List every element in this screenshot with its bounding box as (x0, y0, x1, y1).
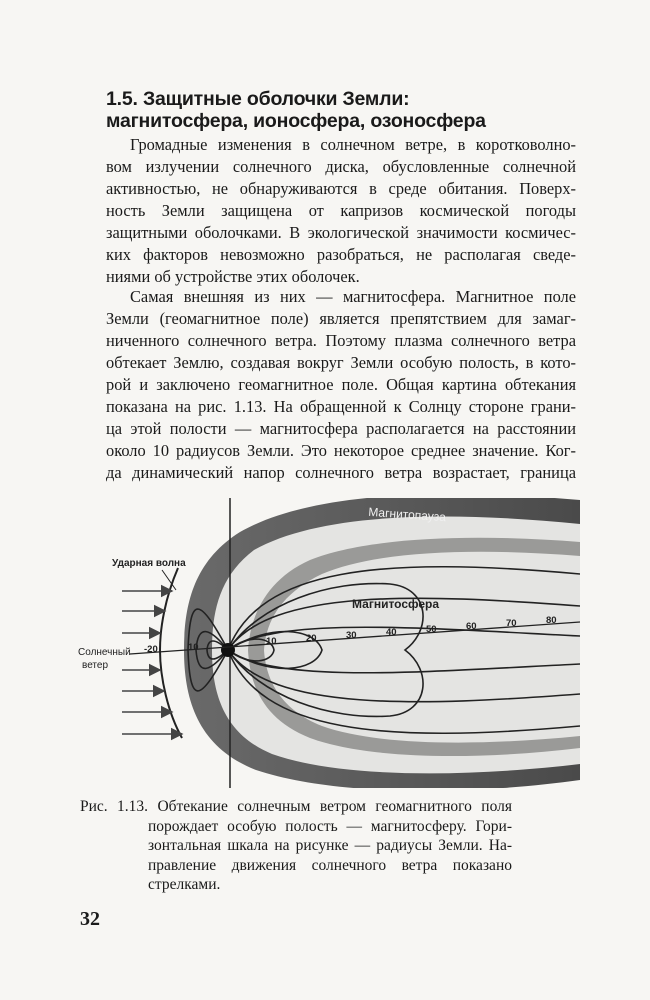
caption-line: порождает особую полость — магнитосферу. Гори- (148, 817, 512, 835)
section-heading (106, 88, 576, 132)
paragraph-line: рой и заключено геомагнитное поле. Общая картина обтекания (106, 375, 576, 394)
scale-tick-label: 70 (506, 618, 517, 629)
paragraph-line: ца этой полости — магнитосфера располагается на расстоянии (106, 419, 576, 438)
scale-tick-label: 20 (306, 633, 317, 644)
paragraph-line: ких факторов невозможно разобраться, не располагая сведе- (106, 245, 576, 264)
paragraph-line: около 10 радиусов Земли. Это некоторое среднее значение. Ког- (106, 441, 576, 460)
magnetosphere-label: Магнитосфера (352, 597, 440, 611)
caption-line: правление движения солнечного ветра показано (148, 856, 512, 874)
page-number: 32 (80, 908, 100, 930)
solar-wind-label: Солнечный (78, 647, 131, 658)
magnetosphere-figure (60, 498, 580, 788)
paragraph-line: Самая внешняя из них — магнитосфера. Магнитное поле (130, 287, 576, 306)
caption-line: зонтальная шкала на рисунке — радиусы Земли. На- (148, 837, 512, 854)
magnetopause-label: Магнитопауза (367, 504, 447, 525)
paragraph-line: показана на рис. 1.13. На обращенной к Солнцу стороне грани- (106, 397, 576, 416)
section-heading-line-1: 1.5. Защитные оболочки Земли: (106, 88, 410, 110)
paragraph-line: вом излучении солнечного диска, обусловленные солнечной (106, 157, 576, 176)
scale-tick-label: -20 (144, 644, 158, 655)
scale-tick-label: 50 (426, 624, 437, 635)
paragraph-line: Земли (геомагнитное поле) является препятствием для замаг- (106, 309, 576, 328)
paragraph-line: ность Земли защищена от капризов космической погоды (106, 201, 576, 220)
earth (221, 643, 235, 657)
caption-line: Рис. 1.13. Обтекание солнечным ветром геомагнитного поля (80, 798, 512, 815)
paragraph-line: Громадные изменения в солнечном ветре, в коротковолно- (130, 135, 576, 154)
bow-shock-label: Ударная волна (112, 558, 186, 569)
scale-tick-label: 10 (266, 636, 277, 647)
scale-tick-label: 60 (466, 621, 477, 632)
paragraph-2 (106, 286, 576, 484)
paragraph-1 (106, 134, 576, 288)
scale-tick-label: 40 (386, 627, 397, 638)
paragraph-line: да динамический напор солнечного ветра возрастает, граница (106, 463, 576, 482)
paragraph-line: обтекает Землю, создавая вокруг Земли особую полость, в кото- (106, 353, 576, 372)
paragraph-line: защитными оболочками. В экологической значимости космичес- (106, 223, 576, 242)
figure-caption (80, 797, 512, 895)
paragraph-line: ниями об устройстве этих оболочек. (106, 267, 360, 286)
section-heading-line-2: магнитосфера, ионосфера, озоносфера (106, 110, 486, 132)
scale-tick-label: 10 (188, 642, 199, 653)
solar-wind-label: ветер (82, 660, 109, 671)
scale-tick-label: 80 (546, 615, 557, 626)
paragraph-line: ниченного солнечного ветра. Поэтому плазма солнечного ветра (106, 331, 576, 350)
solar-wind-arrows (122, 591, 182, 734)
scale-tick-label: 30 (346, 630, 357, 641)
caption-line: стрелками. (148, 876, 221, 893)
paragraph-line: активностью, не обнаруживаются в среде обитания. Поверх- (106, 179, 576, 198)
